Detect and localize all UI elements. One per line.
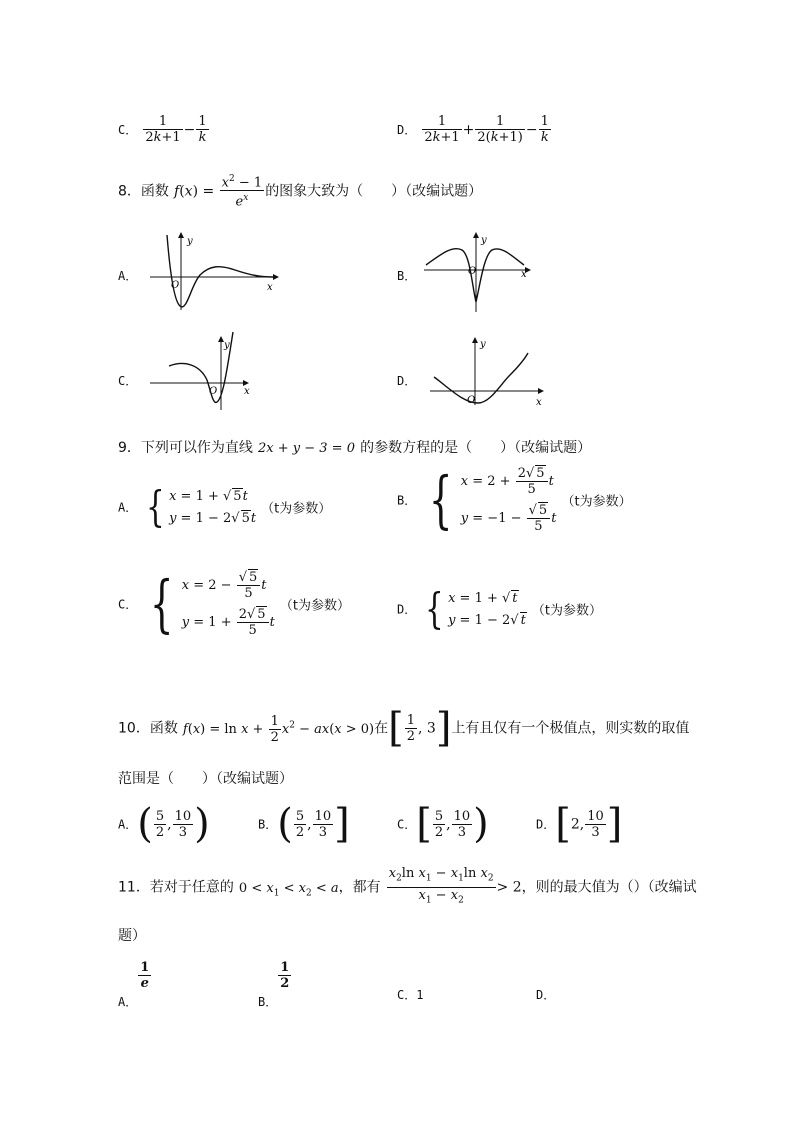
option-label: D．: [397, 123, 417, 137]
y-axis-label: y: [481, 235, 487, 246]
option-label: B．: [397, 493, 417, 508]
q11-option-b: $_{B.}$ $\frac{1}{2}$: [258, 960, 290, 1009]
q8-stem: 8．函数 f(x) = $\frac{x^2 - 1}{e^x}$ 的图象大致为（ ）（改编试题）: [118, 174, 483, 210]
question-number: 10．: [118, 720, 150, 737]
function-expression: f(x) = ln x + $\frac{1}{2}$ $x^2 - ax(x > 0)$: [182, 713, 375, 745]
q8-option-a-label: A．: [118, 269, 138, 283]
question-number: 11．: [118, 879, 150, 896]
q11-option-c: C．1: [397, 988, 424, 1002]
question-number: 8．: [118, 183, 141, 200]
function-expression: f(x) =: [174, 183, 219, 200]
q9-option-a: A． { x = 1 + √ 5 t y = 1 − 2√ 5 t （t为参数）: [118, 482, 332, 531]
question-number: 9．: [118, 440, 141, 456]
x-axis-label: x: [244, 386, 250, 397]
option-label: A．: [118, 500, 138, 515]
q8-graph-d: [428, 335, 548, 410]
q9-option-b: B． { x = 2 + $\frac{2√ 5}{5}$ t y = −1 − $\frac{√ 5}{5}$ t （t为参数）: [397, 463, 632, 536]
q11-option-d: D．: [536, 988, 556, 1002]
origin-label: O: [468, 266, 477, 277]
x-axis-label: x: [267, 282, 273, 293]
origin-label: O: [467, 395, 476, 406]
q8-graph-c: [145, 330, 255, 415]
q10-stem: 10．函数 f(x) = ln x + $\frac{1}{2}$ $x^2 - ax(x > 0)$在[ $\frac{1}{2}$ , 3]上有且仅有一个极值点，则实数的取值: [118, 705, 690, 751]
q8-graph-b: [422, 230, 532, 315]
option-label: D．: [397, 602, 417, 617]
q8-option-b-label: B．: [397, 269, 417, 283]
origin-label: O: [209, 386, 218, 397]
q10-option-d: D．[2, $\frac{10}{3}$ ]: [536, 801, 623, 847]
q11-stem-line2: 题）: [118, 928, 146, 944]
x-axis-label: x: [536, 397, 542, 408]
param-note: （t为参数）: [531, 603, 602, 619]
q8-graph-a: [145, 230, 280, 315]
q10-option-c: C．[ $\frac{5}{2}$ , $\frac{10}{3}$ ): [397, 801, 489, 847]
q11-stem: 11．若对于任意的 $0 < x_1 < x_2 < a$，都有 $\frac{x_2\ln x_1 - x_1\ln x_2}{x_1 - x_2}$ > 2，则的最大值为（）（改编试: [118, 866, 697, 908]
q10-option-b: B．( $\frac{5}{2}$ , $\frac{10}{3}$ ]: [258, 801, 350, 847]
q8-option-d-label: D．: [397, 374, 417, 388]
y-axis-label: y: [224, 340, 230, 351]
q7-option-c: C． $\frac{1}{2k+1}$ − $\frac{1}{k}$: [118, 114, 207, 145]
param-note: （t为参数）: [279, 598, 351, 614]
q9-stem: 9．下列可以作为直线 2x + y − 3 = 0 的参数方程的是（ ）（改编试题）: [118, 440, 592, 456]
option-label: C．: [118, 123, 138, 137]
x-axis-label: x: [521, 269, 527, 280]
inequality-fraction: $\frac{x_2\ln x_1 - x_1\ln x_2}{x_1 - x_2}$: [388, 866, 494, 906]
q10-option-a: A．( $\frac{5}{2}$ , $\frac{10}{3}$ ): [118, 801, 210, 847]
q7-option-d: D． $\frac{1}{2k+1}$ + $\frac{1}{2(k+1)}$ − $\frac{1}{k}$: [397, 114, 549, 145]
origin-label: O: [171, 280, 180, 291]
param-note: （t为参数）: [561, 494, 632, 510]
q9-option-c: C． { x = 2 − $\frac{√ 5}{5}$ t y = 1 + $\frac{2√ 5}{5}$ t （t为参数）: [118, 567, 351, 640]
q10-stem-line2: 范围是（ ）（改编试题）: [118, 771, 293, 787]
param-note: （t为参数）: [261, 501, 332, 517]
q8-option-c-label: C．: [118, 374, 138, 388]
q9-option-d: D． { x = 1 + √ t y = 1 − 2√ t （t为参数）: [397, 584, 602, 633]
y-axis-label: y: [187, 236, 193, 247]
y-axis-label: y: [480, 339, 486, 350]
q11-option-a: $_{A.}$ $\frac{1}{e}$: [118, 960, 150, 1009]
line-equation: 2x + y − 3 = 0: [258, 441, 355, 456]
option-label: C．: [118, 597, 138, 612]
